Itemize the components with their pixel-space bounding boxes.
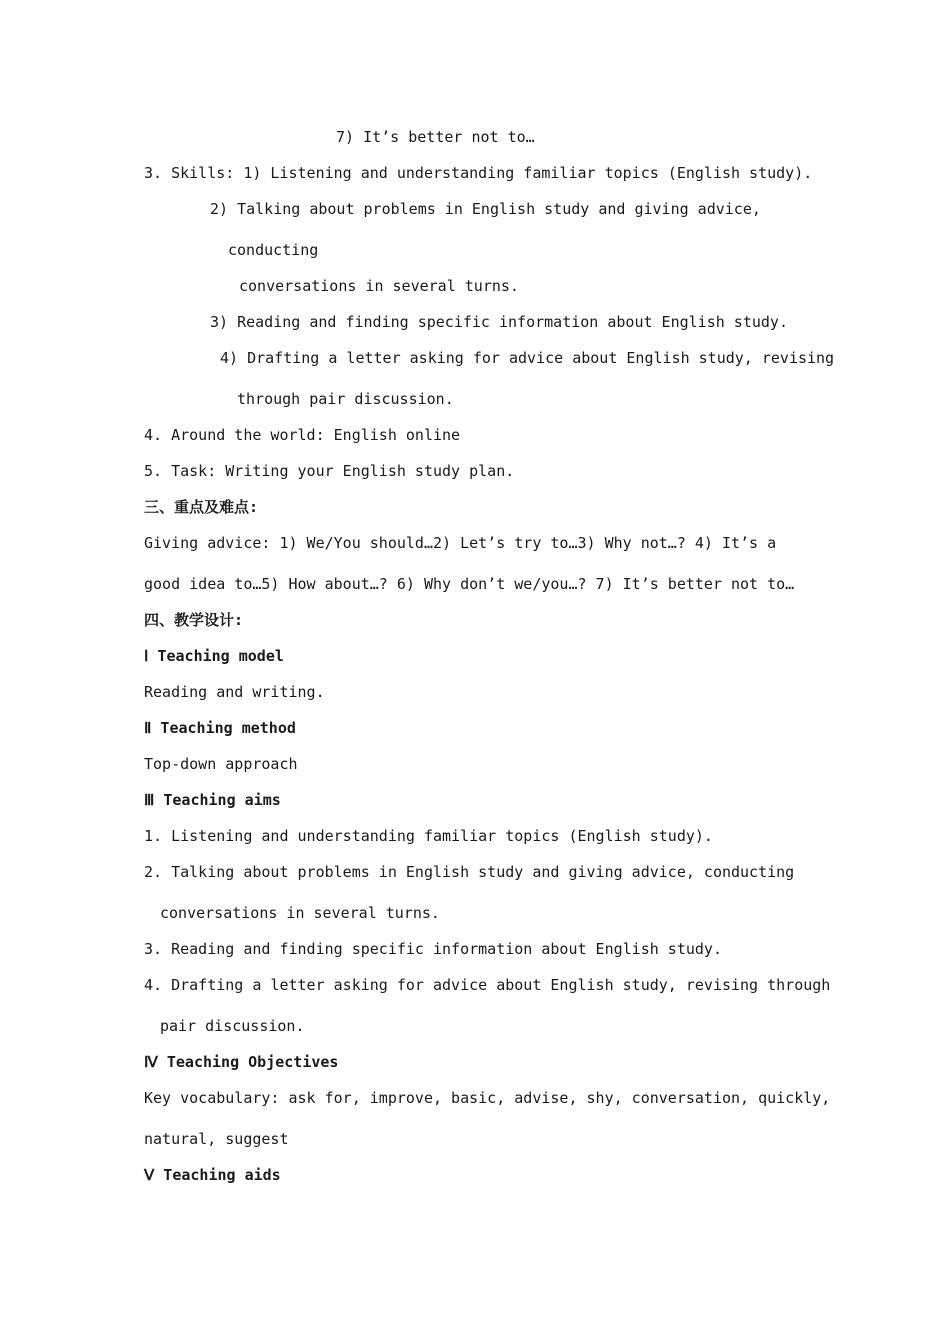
aims-item-1: 1. Listening and understanding familiar topics (English study). [144, 827, 713, 845]
heading-teaching-objectives: Ⅳ Teaching Objectives [144, 1053, 339, 1071]
skills-item-4-line-1: 4) Drafting a letter asking for advice about English study, revising [220, 349, 835, 367]
skills-item-3: 3) Reading and finding specific information about English study. [210, 313, 788, 331]
section-heading-teaching-design: 四、教学设计: [144, 611, 244, 629]
giving-advice-line-1: Giving advice: 1) We/You should…2) Let’s try to…3) Why not…? 4) It’s a [144, 534, 777, 552]
heading-teaching-aims: Ⅲ Teaching aims [144, 791, 281, 809]
section-heading-key-points: 三、重点及难点: [144, 498, 259, 516]
skills-item-2-line-2: conducting [228, 241, 319, 259]
key-vocabulary-line-2: natural, suggest [144, 1130, 289, 1148]
task-item: 5. Task: Writing your English study plan. [144, 462, 515, 480]
heading-teaching-aids: Ⅴ Teaching aids [144, 1166, 281, 1184]
aims-item-2-line-2: conversations in several turns. [160, 904, 440, 922]
aims-item-4-line-1: 4. Drafting a letter asking for advice about English study, revising through [144, 976, 831, 994]
skills-item-4-line-2: through pair discussion. [237, 390, 454, 408]
teaching-model-text: Reading and writing. [144, 683, 325, 701]
heading-teaching-model: Ⅰ Teaching model [144, 647, 284, 665]
teaching-method-text: Top-down approach [144, 755, 298, 773]
aims-item-4-line-2: pair discussion. [160, 1017, 305, 1035]
skills-item-2-line-3: conversations in several turns. [239, 277, 519, 295]
giving-advice-line-2: good idea to…5) How about…? 6) Why don’t we/you…? 7) It’s better not to… [144, 575, 795, 593]
key-vocabulary-line-1: Key vocabulary: ask for, improve, basic, advise, shy, conversation, quickly, [144, 1089, 831, 1107]
skills-list-item-7-tail: 7) It’s better not to… [336, 128, 535, 146]
around-the-world-item: 4. Around the world: English online [144, 426, 461, 444]
skills-heading-line: 3. Skills: 1) Listening and understanding familiar topics (English study). [144, 164, 813, 182]
skills-item-2-line-1: 2) Talking about problems in English study and giving advice, [210, 200, 761, 218]
heading-teaching-method: Ⅱ Teaching method [144, 719, 296, 737]
aims-item-2-line-1: 2. Talking about problems in English study and giving advice, conducting [144, 863, 795, 881]
aims-item-3: 3. Reading and finding specific information about English study. [144, 940, 722, 958]
